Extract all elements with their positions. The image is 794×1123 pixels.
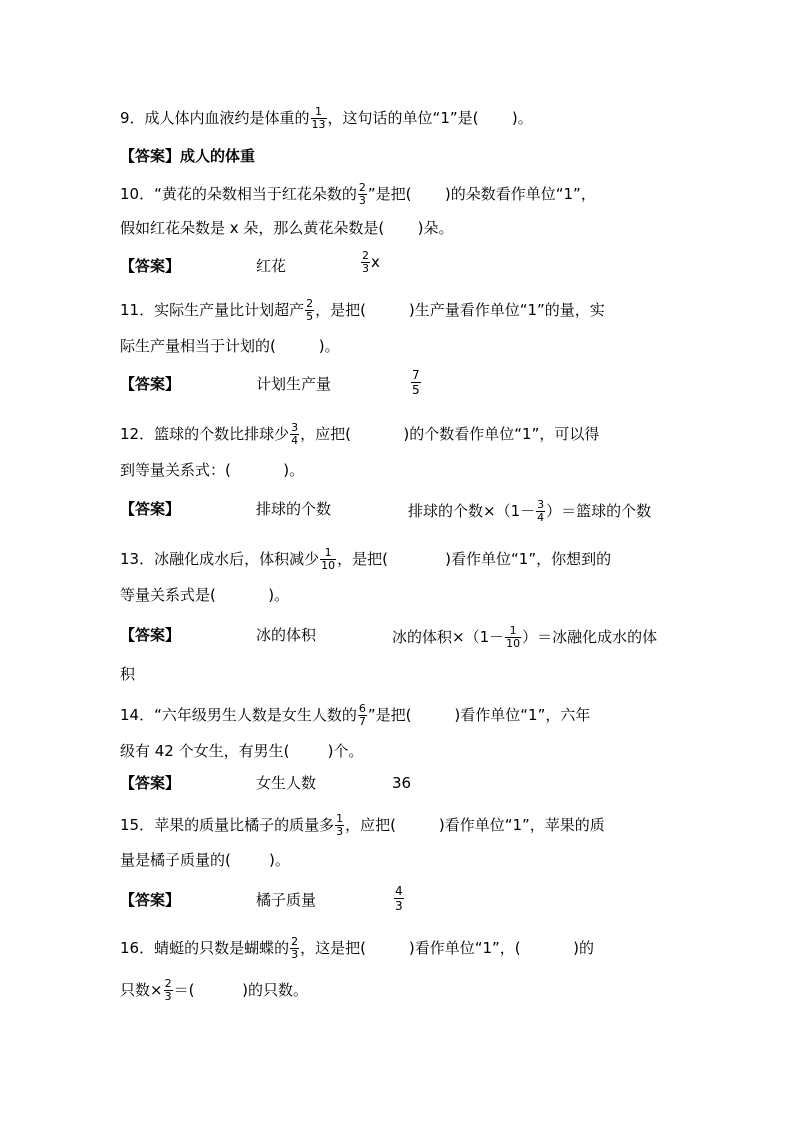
answer-blank: )朵。 xyxy=(384,219,454,237)
fraction: $\frac{2}{3}$ xyxy=(164,977,172,1003)
question-text: ，应把( xyxy=(345,816,396,834)
fraction: $\frac{1}{10}$ xyxy=(506,624,521,650)
answer-text: 成人的体重 xyxy=(180,147,256,165)
question-15-line-2 xyxy=(120,850,290,870)
question-text: 10．“黄花的朵数相当于红花朵数的 xyxy=(120,185,357,203)
answer-14-value-1 xyxy=(256,773,316,793)
answer-text: ）＝冰融化成水的体 xyxy=(522,628,658,646)
question-16-line-1 xyxy=(120,936,594,961)
answer-12-label xyxy=(120,499,180,519)
fraction: $\frac{2}{5}$ xyxy=(306,297,314,323)
question-15-line-1 xyxy=(120,813,605,838)
answer-13-label xyxy=(120,625,180,645)
question-10-line-1 xyxy=(120,182,596,207)
answer-label: 【答案】 xyxy=(120,257,181,275)
answer-text: 冰的体积 xyxy=(256,626,317,644)
question-text: 15．苹果的质量比橘子的质量多 xyxy=(120,816,335,834)
question-12-line-1 xyxy=(120,422,599,447)
answer-blank: )的朵数看作单位“1”， xyxy=(411,185,596,203)
question-text: 12．篮球的个数比排球少 xyxy=(120,425,290,443)
question-text: 只数× xyxy=(120,981,163,999)
answer-label: 【答案】 xyxy=(120,891,181,909)
answer-text: 冰的体积×（1－ xyxy=(392,628,505,646)
answer-15-value-1 xyxy=(256,890,316,910)
question-13-line-1 xyxy=(120,547,611,572)
fraction: $\frac{2}{3}$ xyxy=(358,181,366,207)
question-10-line-2 xyxy=(120,218,454,238)
answer-11-value-2 xyxy=(410,368,422,397)
question-text: ，这句话的单位“1”是( xyxy=(327,109,479,127)
fraction: $\frac{1}{3}$ xyxy=(336,812,344,838)
answer-blank: )的 xyxy=(520,939,594,957)
answer-10-value-2 xyxy=(360,250,380,275)
answer-12-value-2 xyxy=(408,499,651,524)
answer-text: 红花 xyxy=(256,257,287,275)
answer-13-value-1 xyxy=(256,625,316,645)
answer-11-label xyxy=(120,374,180,394)
question-text: ”是把( xyxy=(367,185,412,203)
question-16-line-2 xyxy=(120,978,308,1003)
answer-text: 排球的个数 xyxy=(256,500,332,518)
answer-9 xyxy=(120,146,255,166)
answer-10-label xyxy=(120,256,180,276)
answer-text: 计划生产量 xyxy=(256,375,332,393)
question-text: 级有 42 个女生，有男生( xyxy=(120,742,290,760)
fraction: $\frac{3}{4}$ xyxy=(291,421,299,447)
question-text: 等量关系式是( xyxy=(120,586,216,604)
answer-blank: )个。 xyxy=(289,742,364,760)
question-9-line-1 xyxy=(120,106,533,131)
answer-blank: )的个数看作单位“1”，可以得 xyxy=(350,425,600,443)
answer-text: 36 xyxy=(392,774,412,792)
answer-text: ）＝篮球的个数 xyxy=(546,502,652,520)
answer-blank: )。 xyxy=(230,851,290,869)
fraction: $\frac{6}{7}$ xyxy=(358,702,366,728)
question-text: 16．蜻蜓的只数是蝴蝶的 xyxy=(120,939,290,957)
answer-13-value-2 xyxy=(392,625,657,650)
answer-blank: )。 xyxy=(230,461,305,479)
question-14-line-2 xyxy=(120,741,363,761)
answer-label: 【答案】 xyxy=(120,500,181,518)
fraction: $\frac{1}{10}$ xyxy=(321,546,336,572)
answer-blank: )的只数。 xyxy=(194,981,308,999)
question-text: 14．“六年级男生人数是女生人数的 xyxy=(120,706,357,724)
question-text: ，是把( xyxy=(337,550,388,568)
question-13-line-2 xyxy=(120,585,289,605)
answer-label: 【答案】 xyxy=(120,626,181,644)
answer-text: 橘子质量 xyxy=(256,891,317,909)
answer-text: 女生人数 xyxy=(256,774,317,792)
answer-blank: )看作单位“1”，( xyxy=(365,939,521,957)
answer-text: 排球的个数×（1－ xyxy=(408,502,536,520)
answer-12-value-1 xyxy=(256,499,331,519)
answer-label: 【答案】 xyxy=(120,375,181,393)
question-text: ，这是把( xyxy=(300,939,366,957)
answer-blank: )看作单位“1”，苹果的质 xyxy=(395,816,605,834)
fraction: $\frac{4}{3}$ xyxy=(395,884,403,913)
question-11-line-2 xyxy=(120,336,340,356)
answer-label: 【答案】 xyxy=(120,147,181,165)
answer-blank: )生产量看作单位“1”的量，实 xyxy=(365,301,605,319)
answer-15-value-2 xyxy=(393,884,405,913)
answer-14-label xyxy=(120,773,180,793)
answer-10-value-1 xyxy=(256,256,286,276)
question-11-line-1 xyxy=(120,298,605,323)
question-text: ”是把( xyxy=(367,706,412,724)
answer-blank: )。 xyxy=(275,337,340,355)
fraction: $\frac{1}{13}$ xyxy=(311,105,326,131)
fraction: $\frac{3}{4}$ xyxy=(537,498,545,524)
fraction: $\frac{7}{5}$ xyxy=(412,368,420,397)
question-text: 13．冰融化成水后，体积减少 xyxy=(120,550,320,568)
question-12-line-2 xyxy=(120,460,304,480)
answer-15-label xyxy=(120,890,180,910)
question-14-line-1 xyxy=(120,703,590,728)
question-text: ＝( xyxy=(173,981,195,999)
question-text: ，是把( xyxy=(315,301,366,319)
answer-blank: )。 xyxy=(215,586,290,604)
question-text: 量是橘子质量的( xyxy=(120,851,231,869)
answer-blank: )看作单位“1”，六年 xyxy=(411,706,591,724)
answer-label: 【答案】 xyxy=(120,774,181,792)
answer-11-value-1 xyxy=(256,374,331,394)
fraction: $\frac{2}{3}$ xyxy=(291,935,299,961)
question-text: 际生产量相当于计划的( xyxy=(120,337,276,355)
answer-14-value-2 xyxy=(392,773,411,793)
answer-blank: )看作单位“1”，你想到的 xyxy=(387,550,612,568)
question-text: 假如红花朵数是 x 朵，那么黄花朵数是( xyxy=(120,219,385,237)
answer-blank: )。 xyxy=(478,109,533,127)
fraction: $\frac{2}{3}$ xyxy=(362,249,369,275)
question-text: ，应把( xyxy=(300,425,351,443)
question-text: 到等量关系式：( xyxy=(120,461,231,479)
answer-13-value-2-wrap xyxy=(120,664,135,684)
question-text: 11．实际生产量比计划超产 xyxy=(120,301,305,319)
answer-text: 积 xyxy=(120,665,136,683)
answer-text: x xyxy=(371,253,380,271)
question-text: 9．成人体内血液约是体重的 xyxy=(120,109,310,127)
